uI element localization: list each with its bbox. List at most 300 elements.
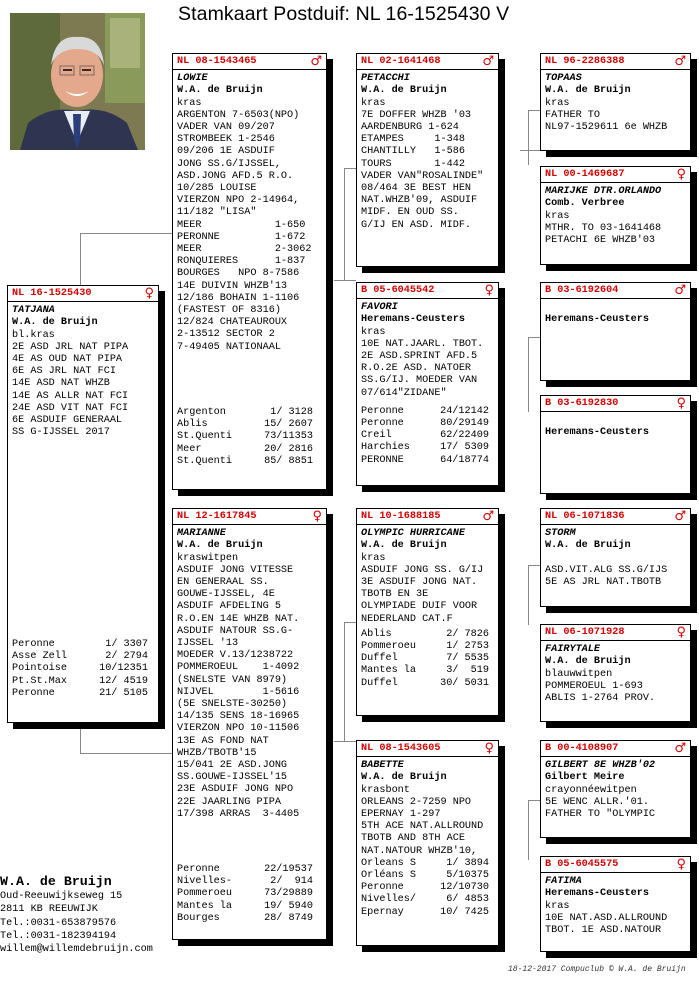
info-line: EN GENERAAL SS. <box>177 577 269 589</box>
connector <box>528 337 540 338</box>
ring-number: B 03-6192604 <box>545 285 619 296</box>
info-line: kras <box>545 210 570 222</box>
result-place: 17/ 5309 <box>440 442 489 454</box>
result-row <box>177 888 313 900</box>
pigeon-card-father[interactable] <box>172 53 327 490</box>
pigeon-card-ffm[interactable] <box>540 166 691 265</box>
result-race: St.Quenti <box>177 455 233 467</box>
card-header <box>173 56 326 70</box>
info-line: 7E DOFFER WHZB '03 <box>361 109 472 121</box>
result-race: Mantes la <box>361 665 417 677</box>
info-line: VIERZON NPO 2-14964, <box>177 195 300 207</box>
info-line: kraswitpen <box>177 552 239 564</box>
info-line: 12/824 CHATEAUROUX <box>177 317 288 329</box>
result-place: 7/ 5535 <box>446 653 489 665</box>
info-line: NL97-1529611 6e WHZB <box>545 122 668 134</box>
info-line: PERONNE 1-672 <box>177 231 306 243</box>
info-line: ASDUIF AFDELING 5 <box>177 601 281 613</box>
owner-name: W.A. de Bruijn <box>361 85 447 97</box>
card-header <box>541 743 690 757</box>
owner-name: Heremans-Ceusters <box>545 314 649 326</box>
owner-name: Heremans-Ceusters <box>545 427 649 439</box>
info-line: IJSSEL '13 <box>177 638 239 650</box>
ring-number: NL 06-1071836 <box>545 511 625 522</box>
card-header <box>541 285 690 299</box>
sex-icon: ♀ <box>144 286 154 301</box>
pigeon-name: FAVORI <box>361 302 398 314</box>
result-race: Creil <box>361 430 392 442</box>
info-line: 5E WENC ALLR.'01. <box>545 796 649 808</box>
result-place: 10/ 7425 <box>440 906 489 918</box>
result-race: Asse Zell <box>12 651 68 663</box>
result-row <box>177 913 313 925</box>
info-line: ETAMPES 1-348 <box>361 134 465 146</box>
result-row <box>177 456 313 468</box>
info-line: 3E ASDUIF JONG NAT. <box>361 577 478 589</box>
card-header <box>8 288 158 302</box>
info-line: RONQUIERES 1-837 <box>177 256 306 268</box>
result-place: 22/19537 <box>264 864 313 875</box>
ring-number: NL 00-1469687 <box>545 169 625 180</box>
result-row <box>177 407 313 419</box>
result-row <box>361 678 489 690</box>
info-lines <box>545 98 686 135</box>
card-header <box>357 743 498 757</box>
result-row <box>361 418 489 430</box>
result-race: Argenton <box>177 407 226 418</box>
result-place: 1/ 3128 <box>270 407 313 418</box>
info-line: ARGENTON 7-6503(NPO) <box>177 109 300 121</box>
result-race: Pointoise <box>12 663 68 675</box>
card-header <box>541 511 690 525</box>
info-line: SS.GOUWE-IJSSEL'15 <box>177 772 288 784</box>
results-table <box>361 406 489 467</box>
info-line: WHZB/TBOTB'15 <box>177 747 257 759</box>
results-table <box>361 629 489 690</box>
ring-number: NL 08-1543465 <box>177 56 257 67</box>
pigeon-card-fmf[interactable] <box>540 282 691 381</box>
info-line: ORLEANS 2-7259 NPO <box>361 796 472 808</box>
connector <box>344 622 345 742</box>
result-row <box>177 431 313 443</box>
result-row <box>361 442 489 454</box>
info-line: NAT.NATOUR WHZB'10, <box>361 845 478 857</box>
info-line: FATHER TO "OLYMPIC <box>545 809 656 821</box>
info-lines <box>177 553 322 821</box>
breeder-info <box>0 874 153 956</box>
owner-name: W.A. de Bruijn <box>545 656 631 668</box>
ring-number: B 03-6192830 <box>545 398 619 409</box>
sex-icon: ♂ <box>674 54 686 69</box>
result-race: Bourges <box>177 912 220 924</box>
pigeon-name: FAIRYTALE <box>545 644 601 656</box>
connector <box>528 800 529 860</box>
card-header <box>357 56 498 70</box>
info-line: ASD.JONG AFD.5 R.O. <box>177 170 294 182</box>
sex-icon: ♂ <box>674 741 686 756</box>
pigeon-card-mmm[interactable] <box>540 856 691 952</box>
info-line: 2E ASD JRL NAT PIPA <box>12 341 129 353</box>
ring-number: NL 02-1641468 <box>361 56 441 67</box>
info-line: VADER VAN 09/207 <box>177 122 275 134</box>
result-place: 5/10375 <box>446 870 489 882</box>
result-row <box>361 894 489 906</box>
result-place: 15/ 2607 <box>264 419 313 431</box>
info-line: NAT.WHZB'09, ASDUIF <box>361 195 478 207</box>
result-place: 62/22409 <box>440 430 489 442</box>
result-place: 73/29889 <box>264 888 313 900</box>
info-line: 14E ASD NAT WHZB <box>12 378 110 390</box>
info-line: 2-13512 SECTOR 2 <box>177 329 275 341</box>
card-header <box>541 169 690 183</box>
info-line: BOURGES NPO 8-7586 <box>177 268 300 280</box>
card-header <box>541 398 690 412</box>
info-line: VADER VAN"ROSALINDE" <box>361 170 484 182</box>
info-line: kras <box>361 326 386 338</box>
info-line: 4E AS OUD NAT PIPA <box>12 354 123 366</box>
info-line: R.O.EN 14E WHZB NAT. <box>177 613 300 625</box>
result-place: 3/ 519 <box>446 665 489 677</box>
result-race: Pommeroeu <box>361 641 417 653</box>
breeder-photo <box>10 13 145 150</box>
info-line: POMMEROEUL 1-4092 <box>177 662 300 674</box>
info-line: CHANTILLY 1-586 <box>361 146 465 158</box>
result-row <box>12 688 148 700</box>
info-line: GOUWE-IJSSEL, 4E <box>177 589 275 601</box>
result-place: 85/ 8851 <box>264 455 313 467</box>
info-line: 14E AS ALLR NAT FCI <box>12 390 129 402</box>
ring-number: NL 10-1688185 <box>361 511 441 522</box>
connector <box>528 565 529 625</box>
pigeon-card-mfm[interactable] <box>540 624 691 722</box>
owner-name: W.A. de Bruijn <box>361 772 447 784</box>
result-place: 12/ 4519 <box>99 675 148 687</box>
info-line: 5E AS JRL NAT.TBOTB <box>545 577 662 589</box>
info-line: 15/041 2E ASD.JONG <box>177 760 288 772</box>
breeder-email[interactable]: willem@willemdebruijn.com <box>0 944 153 956</box>
info-line: 7-49405 NATIONAAL <box>177 341 281 353</box>
result-race: Peronne <box>12 687 55 699</box>
result-place: 19/ 5940 <box>264 900 313 912</box>
info-line: 11/182 "LISA" <box>177 207 257 219</box>
info-line: 10E NAT.JAARL. TBOT. <box>361 338 484 350</box>
owner-name: W.A. de Bruijn <box>361 540 447 552</box>
result-place: 30/ 5031 <box>440 677 489 689</box>
results-table <box>12 639 148 700</box>
result-row <box>12 639 148 651</box>
pigeon-card-father-mother[interactable] <box>356 282 499 486</box>
info-lines <box>545 669 686 706</box>
result-row <box>361 882 489 894</box>
result-race: Peronne <box>177 864 220 875</box>
info-line: 10E NAT.ASD.ALLROUND <box>545 912 668 924</box>
pigeon-card-father-father[interactable] <box>356 53 499 267</box>
info-line: 08/464 3E BEST HEN <box>361 183 472 195</box>
info-line: ASDUIF JONG SS. G/IJ <box>361 564 484 576</box>
info-lines <box>12 330 154 440</box>
pigeon-card-main[interactable] <box>7 285 159 723</box>
pigeon-card-mmf[interactable] <box>540 740 691 838</box>
pigeon-name: GILBERT 8E WHZB'02 <box>545 760 656 772</box>
result-race: Peronne <box>361 405 404 417</box>
result-race: PERONNE <box>361 454 404 466</box>
result-race: Pommeroeu <box>177 888 233 900</box>
info-line: blauwwitpen <box>545 668 613 680</box>
pigeon-name: LOWIE <box>177 73 208 85</box>
card-header <box>357 511 498 525</box>
result-place: 24/12142 <box>440 405 489 417</box>
info-line: SS G-IJSSEL 2017 <box>12 427 110 439</box>
result-row <box>361 406 489 418</box>
result-race: Epernay <box>361 906 404 918</box>
info-lines <box>545 553 686 590</box>
sex-icon: ♂ <box>482 54 494 69</box>
result-place: 12/10730 <box>440 882 489 894</box>
pigeon-name: TATJANA <box>12 305 55 317</box>
sex-icon: ♂ <box>674 509 686 524</box>
info-line: 09/206 1E ASDUIF <box>177 146 275 158</box>
result-row <box>361 653 489 665</box>
card-header <box>173 511 326 525</box>
sex-icon: ♀ <box>676 167 686 182</box>
connector <box>528 110 529 165</box>
info-line: ASDUIF JONG VITESSE <box>177 564 294 576</box>
ring-number: B 00-4108907 <box>545 743 619 754</box>
result-race: Nivelles/ <box>361 894 417 906</box>
info-line: 6E ASDUIF GENERAAL <box>12 415 123 427</box>
info-line: 24E ASD VIT NAT FCI <box>12 402 129 414</box>
result-row <box>361 430 489 442</box>
info-lines <box>545 785 686 822</box>
info-line: FATHER TO <box>545 109 601 121</box>
pigeon-card-mother[interactable] <box>172 508 327 940</box>
info-line: (FASTEST OF 8316) <box>177 305 281 317</box>
info-lines <box>361 327 494 400</box>
info-line: EPERNAY 1-297 <box>361 809 441 821</box>
result-race: Duffel <box>361 677 398 689</box>
info-line: 5TH ACE NAT.ALLROUND <box>361 821 484 833</box>
result-row <box>12 676 148 688</box>
result-place: 21/ 5105 <box>99 687 148 699</box>
info-line: TOURS 1-442 <box>361 158 465 170</box>
result-race: Ablis <box>177 419 208 431</box>
result-row <box>177 444 313 456</box>
info-line: 6E AS JRL NAT FCI <box>12 366 116 378</box>
sex-icon: ♀ <box>484 741 494 756</box>
sex-icon: ♂ <box>310 54 322 69</box>
result-row <box>361 455 489 467</box>
info-line: TBOTB EN 3E <box>361 589 429 601</box>
info-line: MTHR. TO 03-1641468 <box>545 222 662 234</box>
info-lines <box>361 785 494 858</box>
pigeon-card-mff[interactable] <box>540 508 691 607</box>
result-race: Duffel <box>361 653 398 665</box>
result-place: 2/ 2794 <box>105 651 148 663</box>
footer-credit: 18-12-2017 Compuclub © W.A. de Bruijn <box>508 965 686 974</box>
card-header <box>541 56 690 70</box>
info-line: 14E DUIVIN WHZB'13 <box>177 280 288 292</box>
result-row <box>177 419 313 431</box>
owner-name: W.A. de Bruijn <box>545 540 631 552</box>
info-line: 14/135 SENS 18-16965 <box>177 711 300 723</box>
info-line: MEER 2-3062 <box>177 244 312 256</box>
connector <box>344 622 356 623</box>
info-line: TBOTB AND 8TH ACE <box>361 833 465 845</box>
result-race: Peronne <box>12 639 55 650</box>
result-race: Pt.St.Max <box>12 675 68 687</box>
info-line: 12/186 BOHAIN 1-1106 <box>177 292 300 304</box>
info-line: G/IJ EN ASD. MIDF. <box>361 219 472 231</box>
info-line: ASD.VIT.ALG SS.G/IJS <box>545 564 668 576</box>
info-line: AARDENBURG 1-624 <box>361 122 459 134</box>
result-race: Ablis <box>361 628 392 640</box>
connector <box>528 800 540 801</box>
portrait-image <box>10 13 145 150</box>
results-table <box>177 864 313 925</box>
info-line: bl.kras <box>12 329 55 341</box>
connector <box>334 741 356 742</box>
info-lines <box>545 901 686 938</box>
pigeon-name: MARIANNE <box>177 528 226 540</box>
result-place: 1/ 2753 <box>446 641 489 653</box>
connector <box>528 565 540 566</box>
connector <box>344 168 345 281</box>
result-place: 64/18774 <box>440 454 489 466</box>
result-row <box>361 870 489 882</box>
owner-name: W.A. de Bruijn <box>12 317 98 329</box>
result-race: Mantes la <box>177 900 233 912</box>
result-place: 80/29149 <box>440 418 489 430</box>
owner-name: Gilbert Meire <box>545 772 625 784</box>
pigeon-name <box>545 415 686 427</box>
breeder-name: W.A. de Bruijn <box>0 874 112 889</box>
result-row <box>361 907 489 919</box>
info-line: 07/614"ZIDANE" <box>361 387 447 399</box>
info-line: kras <box>361 552 386 564</box>
info-line: TBOT. 1E ASD.NATOUR <box>545 925 662 937</box>
owner-name: Heremans-Ceusters <box>545 888 649 900</box>
pigeon-name: FATIMA <box>545 876 582 888</box>
results-table <box>361 858 489 919</box>
pigeon-name <box>545 302 686 314</box>
ring-number: NL 12-1617845 <box>177 511 257 522</box>
result-row <box>12 663 148 675</box>
card-header <box>541 859 690 873</box>
sex-icon: ♂ <box>482 509 494 524</box>
page-title: Stamkaart Postduif: NL 16-1525430 V <box>178 3 510 25</box>
breeder-phone-2: Tel.:0031-182394194 <box>0 930 117 942</box>
result-place: 28/ 8749 <box>264 912 313 924</box>
connector <box>344 168 356 169</box>
info-line: POMMEROEUL 1-693 <box>545 680 643 692</box>
result-place: 1/ 3894 <box>446 857 489 869</box>
breeder-phone-1: Tel.:0031-653879576 <box>0 917 117 929</box>
pigeon-name: BABETTE <box>361 760 404 772</box>
card-header <box>541 627 690 641</box>
connector <box>80 233 81 285</box>
info-line: MEER 1-650 <box>177 219 306 231</box>
result-place: 10/12351 <box>99 663 148 675</box>
result-place: 2/ 7826 <box>446 628 489 640</box>
result-place: 2/ 914 <box>270 876 313 888</box>
result-place: 73/11353 <box>264 431 313 443</box>
info-line: krasbont <box>361 784 410 796</box>
connector <box>520 150 540 151</box>
result-race: Harchies <box>361 442 410 454</box>
info-line: R.O.2E ASD. NATOER <box>361 363 472 375</box>
info-line: PETACHI 6E WHZB'03 <box>545 235 656 247</box>
result-row <box>361 858 489 870</box>
result-race: Peronne <box>361 882 404 894</box>
pigeon-name: STORM <box>545 528 576 540</box>
result-row <box>177 876 313 888</box>
pigeon-name: PETACCHI <box>361 73 410 85</box>
owner-name: W.A. de Bruijn <box>545 85 631 97</box>
info-line: NIJVEL 1-5616 <box>177 686 300 698</box>
info-line: MOEDER V.13/1238722 <box>177 650 294 662</box>
sex-icon: ♀ <box>676 396 686 411</box>
ring-number: NL 08-1543605 <box>361 743 441 754</box>
info-line: kras <box>177 97 202 109</box>
sex-icon: ♂ <box>674 283 686 298</box>
info-line: 2E ASD.SPRINT AFD.5 <box>361 351 478 363</box>
info-line: MIDF. EN OUD SS. <box>361 207 459 219</box>
info-line: ABLIS 1-2764 PROV. <box>545 693 656 705</box>
pigeon-card-fmm[interactable] <box>540 395 691 494</box>
result-row <box>177 901 313 913</box>
connector <box>80 233 172 234</box>
info-line: 10/285 LOUISE <box>177 183 257 195</box>
pigeon-name: TOPAAS <box>545 73 582 85</box>
result-race: Peronne <box>361 418 404 430</box>
breeder-address: Oud-Reeuwijkseweg 15 <box>0 891 123 902</box>
result-row <box>361 641 489 653</box>
pigeon-name: MARIJKE DTR.ORLANDO <box>545 186 662 198</box>
results-table <box>177 407 313 468</box>
result-place: 1/ 3307 <box>105 639 148 650</box>
sex-icon: ♀ <box>676 857 686 872</box>
connector <box>528 110 540 111</box>
result-row <box>12 651 148 663</box>
info-lines <box>361 553 494 626</box>
info-line: 13E AS FOND NAT <box>177 735 269 747</box>
result-race: Nivelles- <box>177 876 233 888</box>
info-lines <box>545 211 686 248</box>
info-lines <box>177 98 322 354</box>
pigeon-card-mother-mother[interactable] <box>356 740 499 946</box>
pigeon-card-mother-father[interactable] <box>356 508 499 716</box>
result-place: 6/ 4853 <box>446 894 489 906</box>
info-line: crayonnéewitpen <box>545 784 637 796</box>
info-line: kras <box>361 97 386 109</box>
result-row <box>361 629 489 641</box>
owner-name: Heremans-Ceusters <box>361 314 465 326</box>
result-race: St.Quenti <box>177 431 233 443</box>
sex-icon: ♀ <box>676 625 686 640</box>
pigeon-card-fff[interactable] <box>540 53 691 151</box>
info-line: SS.G/IJ. MOEDER VAN <box>361 375 478 387</box>
info-line: kras <box>545 900 570 912</box>
info-line <box>545 553 686 565</box>
sex-icon: ♀ <box>484 283 494 298</box>
result-row <box>361 665 489 677</box>
connector <box>334 280 356 281</box>
info-line: ASDUIF NATOUR SS.G- <box>177 625 294 637</box>
result-place: 20/ 2816 <box>264 443 313 455</box>
info-lines <box>361 98 494 232</box>
info-line: 23E ASDUIF JONG NPO <box>177 784 294 796</box>
info-line: STROMBEEK 1-2546 <box>177 134 275 146</box>
